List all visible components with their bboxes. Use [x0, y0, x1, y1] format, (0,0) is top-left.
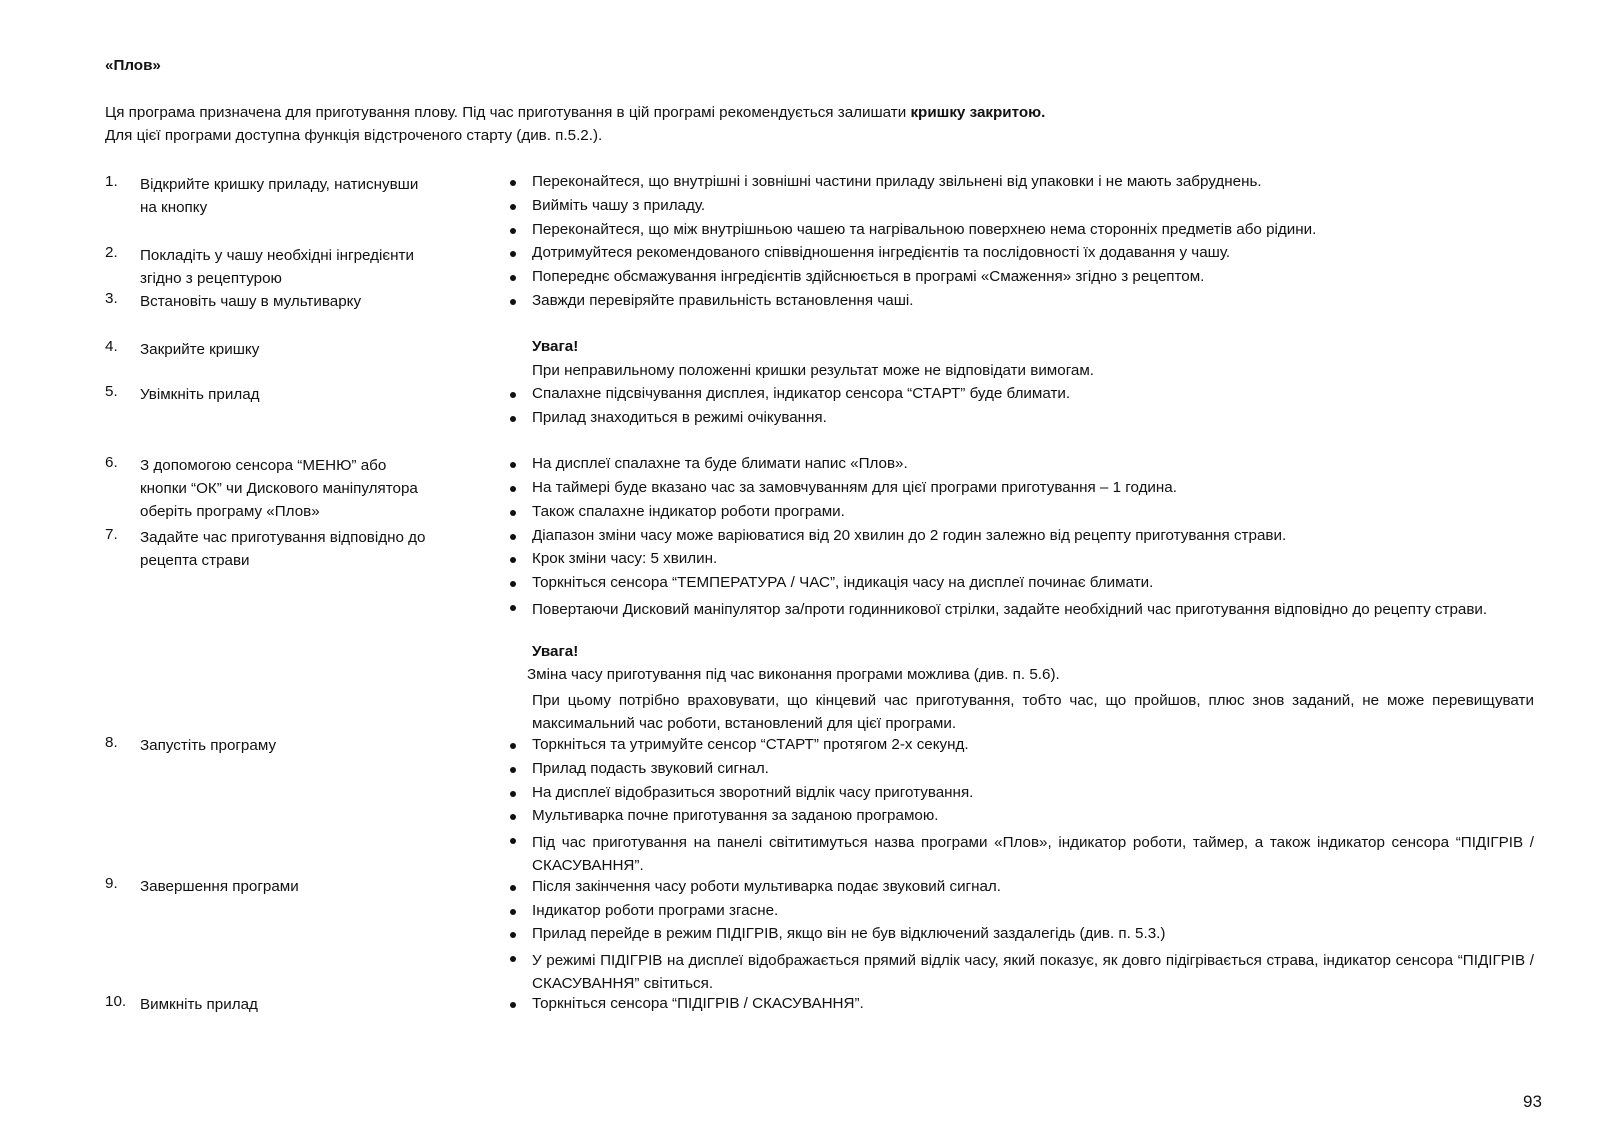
intro-text: Ця програма призначена для приготування плову. Під час приготування в цій програмі рекомендується залишати [105, 104, 911, 121]
bullet-text: На дисплеї відобразиться зворотний відлік часу приготування. [532, 784, 974, 801]
bullet-dot-icon [510, 743, 516, 749]
intro-line-2: Для цієї програми доступна функція відстроченого старту (див. п.5.2.). [105, 127, 603, 144]
bullet-dot-icon [510, 392, 516, 398]
intro-bold-text: кришку закритою. [910, 104, 1046, 121]
step-text [140, 383, 478, 406]
intro-line-1 [105, 104, 1045, 121]
step-line: Запустіть програму [140, 737, 277, 754]
bullet-text: Після закінчення часу роботи мультиварка подає звуковий сигнал. [532, 878, 1002, 895]
step-text [140, 173, 478, 219]
bullet-text: Переконайтеся, що між внутрішньою чашею та нагрівальною поверхнею нема сторонніх предметів або рідини. [532, 221, 1317, 238]
bullet-dot-icon [510, 204, 516, 210]
bullet-dot-icon [510, 885, 516, 891]
step-line: Відкрийте кришку приладу, натиснувши [140, 176, 419, 193]
bullet-dot-icon [510, 251, 516, 257]
bullet-dot-icon [510, 932, 516, 938]
bullet-text: Торкніться сенсора “ПІДІГРІВ / СКАСУВАННЯ”. [532, 995, 864, 1012]
bullet-text: Прилад перейде в режим ПІДІГРІВ, якщо він не був відключений заздалегідь (див. п. 5.3.) [532, 925, 1166, 942]
bullet-dot-icon [510, 180, 516, 186]
bullet-text: Переконайтеся, що внутрішні і зовнішні частини приладу звільнені від упаковки і не мають забруднень. [532, 173, 1262, 190]
step-text [140, 993, 478, 1016]
step-number: 9. [105, 875, 118, 892]
bullet-dot-icon [510, 275, 516, 281]
step-number: 3. [105, 290, 118, 307]
step-line: Задайте час приготування відповідно до [140, 529, 426, 546]
step-line: Увімкніть прилад [140, 386, 260, 403]
step-line: кнопки “ОК” чи Дискового маніпулятора [140, 480, 418, 497]
bullet-text: Торкніться та утримуйте сенсор “СТАРТ” протягом 2-х секунд. [532, 736, 969, 753]
bullet-text: Крок зміни часу: 5 хвилин. [532, 550, 718, 567]
bullet-dot-icon [510, 557, 516, 563]
step-line: Встановіть чашу в мультиварку [140, 293, 362, 310]
step-number: 10. [105, 993, 127, 1010]
bullet-dot-icon [510, 581, 516, 587]
step-number: 2. [105, 244, 118, 261]
bullet-dot-icon [510, 605, 516, 611]
bullet-dot-icon [510, 416, 516, 422]
bullet-text: Повертаючи Дисковий маніпулятор за/проти годинникової стрілки, задайте необхідний час приготування відповідно до рецепту страви. [532, 601, 1488, 618]
bullet-text: На дисплеї спалахне та буде блимати напис «Плов». [532, 455, 908, 472]
bullet-text: Під час приготування на панелі світитимуться назва програми «Плов», індикатор роботи, таймер, а також індикатор сенсора “ПІДІГРІВ / СКАСУВАННЯ”. [532, 834, 1534, 874]
bullet-dot-icon [510, 814, 516, 820]
bullet-dot-icon [510, 767, 516, 773]
attention-title: Увага! [532, 338, 579, 355]
bullet-dot-icon [510, 956, 516, 962]
bullet-dot-icon [510, 299, 516, 305]
step-text [140, 454, 478, 523]
step-line: Завершення програми [140, 878, 299, 895]
step-line: З допомогою сенсора “МЕНЮ” або [140, 457, 387, 474]
step-text [140, 244, 478, 290]
step-number: 7. [105, 526, 118, 543]
step-text [140, 734, 478, 757]
bullet-text: Також спалахне індикатор роботи програми. [532, 503, 845, 520]
step-line: Закрийте кришку [140, 341, 260, 358]
bullet-dot-icon [510, 909, 516, 915]
attention-text: При неправильному положенні кришки результат може не відповідати вимогам. [532, 362, 1095, 379]
bullet-dot-icon [510, 228, 516, 234]
bullet-dot-icon [510, 1002, 516, 1008]
bullet-dot-icon [510, 462, 516, 468]
bullet-dot-icon [510, 838, 516, 844]
step-line: Вимкніть прилад [140, 996, 258, 1013]
step-text [140, 338, 478, 361]
bullet-text: У режимі ПІДІГРІВ на дисплеї відображається прямий відлік часу, який показує, як довго підігрівається страва, індикатор сенсора “ПІДІГРІВ / СКАСУВАННЯ” світиться. [532, 952, 1534, 992]
bullet-dot-icon [510, 791, 516, 797]
step-line: оберіть програму «Плов» [140, 503, 320, 520]
bullet-text: Попереднє обсмажування інгредієнтів здійснюється в програмі «Смаження» згідно з рецептом. [532, 268, 1205, 285]
step-text [140, 290, 478, 313]
bullet-text: Індикатор роботи програми згасне. [532, 902, 779, 919]
step-line: на кнопку [140, 199, 208, 216]
bullet-dot-icon [510, 486, 516, 492]
attention-text: Зміна часу приготування під час виконання програми можлива (див. п. 5.6). [527, 666, 1060, 683]
bullet-text: Дотримуйтеся рекомендованого співвідношення інгредієнтів та послідовності їх додавання у чашу. [532, 244, 1231, 261]
bullet-dot-icon [510, 510, 516, 516]
step-number: 5. [105, 383, 118, 400]
step-number: 1. [105, 173, 118, 190]
page-title: «Плов» [105, 57, 161, 74]
step-line: Покладіть у чашу необхідні інгредієнти [140, 247, 414, 264]
bullet-dot-icon [510, 534, 516, 540]
step-number: 6. [105, 454, 118, 471]
step-number: 4. [105, 338, 118, 355]
attention-title: Увага! [532, 643, 579, 660]
bullet-text: Прилад подасть звуковий сигнал. [532, 760, 769, 777]
bullet-text: Прилад знаходиться в режимі очікування. [532, 409, 827, 426]
bullet-text: Спалахне підсвічування дисплея, індикатор сенсора “СТАРТ” буде блимати. [532, 385, 1071, 402]
bullet-text: На таймері буде вказано час за замовчуванням для цієї програми приготування – 1 година. [532, 479, 1177, 496]
step-line: рецепта страви [140, 552, 250, 569]
bullet-text: Завжди перевіряйте правильність встановлення чаші. [532, 292, 914, 309]
bullet-text: Мультиварка почне приготування за заданою програмою. [532, 807, 939, 824]
bullet-text: Діапазон зміни часу може варіюватися від 20 хвилин до 2 годин залежно від рецепту приготування страви. [532, 527, 1287, 544]
step-text [140, 526, 478, 572]
step-text [140, 875, 478, 898]
attention-paragraph: При цьому потрібно враховувати, що кінцевий час приготування, тобто час, що пройшов, плюс знов заданий, не може перевищувати максимальний час роботи, встановлений для цієї програми. [532, 692, 1534, 732]
page-number: 93 [1523, 1092, 1542, 1111]
step-line: згідно з рецептурою [140, 270, 282, 287]
bullet-text: Вийміть чашу з приладу. [532, 197, 706, 214]
bullet-text: Торкніться сенсора “ТЕМПЕРАТУРА / ЧАС”, індикація часу на дисплеї починає блимати. [532, 574, 1154, 591]
step-number: 8. [105, 734, 118, 751]
